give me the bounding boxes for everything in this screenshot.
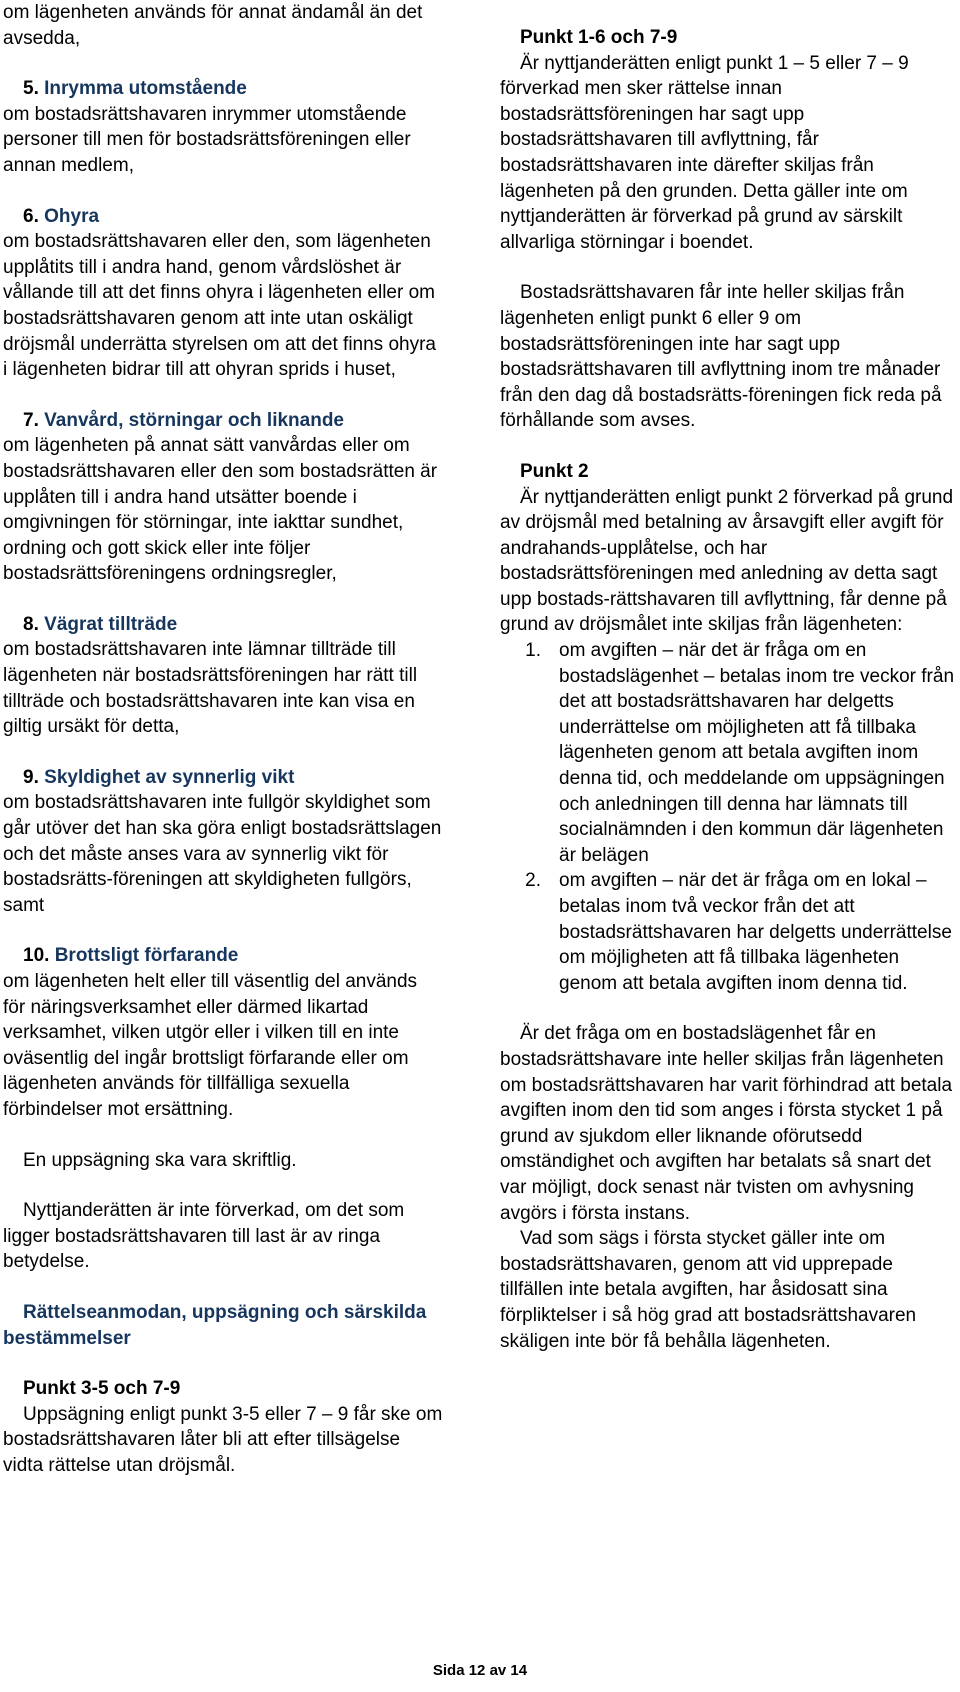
intro-text: om lägenheten används för annat ändamål än det avsedda, (3, 2, 423, 49)
section-10-number: 10. (23, 945, 50, 967)
section-10 (3, 943, 443, 1122)
punkt-3-5-body: Uppsägning enligt punkt 3-5 eller 7 – 9 får ske om bostadsrättshavaren låter bli att efter tillsägelse vidta rättelse utan dröjsmål. (3, 1403, 443, 1476)
section-6-number: 6. (23, 205, 39, 227)
section-9-body: om bostadsrättshavaren inte fullgör skyldighet som går utöver det han ska göra enligt bostadsrättslagen och det måste anses vara av synnerlig vikt för bostadsrätts-föreningen att skyldigheten fullgörs, samt (3, 792, 442, 916)
section-10-body: om lägenheten helt eller till väsentlig del används för näringsverksamhet eller därmed likartad verksamhet, vilken utgör eller i vilken till en inte oväsentlig del ingår brottsligt förfarande eller om lägenheten används för tillfälliga sexuella förbindelser mot ersättning. (3, 971, 418, 1120)
section-heading: Rättelseanmodan, uppsägning och särskilda bestämmelser (3, 1301, 427, 1349)
section-5-heading (3, 76, 443, 102)
section-9 (3, 765, 443, 919)
sickness-exception-text: Är det fråga om en bostadslägenhet får en bostadsrättshavare inte heller skiljas från lägenheten om bostadsrättshavaren har varit förhindrad att betala avgiften inom den tid som anges i första stycket 1 på grund av sjukdom eller liknande oförutsedd omständighet och avgiften har betalats så snart det var möjligt, dock senast när tvisten om avhysning avgörs i första instans. (500, 1023, 953, 1224)
section-9-heading (3, 765, 443, 791)
section-9-number: 9. (23, 766, 39, 788)
section-5 (3, 76, 443, 178)
list-item (500, 868, 960, 996)
section-7-title: Vanvård, störningar och liknande (44, 409, 344, 431)
list-item-text: om avgiften – när det är fråga om en lokal – betalas inom två veckor från det att bostadsrättshavaren har delgetts underrättelse om möjligheten att få tillbaka lägenheten genom att betala avgiften inom denna tid. (559, 870, 952, 994)
punkt-1-6-title: Punkt 1-6 och 7-9 (520, 27, 678, 48)
punkt-2-block (500, 459, 960, 996)
punkt-3-5-block (3, 1376, 443, 1478)
section-7-body: om lägenheten på annat sätt vanvårdas eller om bostadsrättshavaren eller den som bostadsrätten är upplåten till i andra hand utsätter boende i omgivningen för störningar, inte iakttar sundhet, ordning och gott skick eller inte följer bostadsrättsföreningens ordningsregler, (3, 435, 438, 585)
section-7 (3, 408, 443, 587)
right-column (500, 0, 960, 1354)
section-10-heading (3, 943, 443, 969)
section-8-heading (3, 612, 443, 638)
left-column (3, 0, 443, 1479)
punkt-1-6-body: Är nyttjanderätten enligt punkt 1 – 5 eller 7 – 9 förverkad men sker rättelse innan bostadsrättsföreningen har sagt upp bostadsrättshavaren till avflyttning, får bostadsrättshavaren inte därefter skiljas från lägenheten på den grunden. Detta gäller inte om nyttjanderätten är förverkad på grund av särskilt allvarliga störningar i boendet. (500, 52, 909, 253)
page-number: Sida 12 av 14 (432, 1662, 528, 1679)
section-6-heading (3, 204, 443, 230)
section-10-title: Brottsligt förfarande (54, 945, 239, 967)
list-item-text: om avgiften – när det är fråga om en bostadslägenhet – betalas inom tre veckor från det att bostadsrättshavaren har delgetts underrättelse om möjligheten att få tillbaka lägenheten genom att betala avgiften inom denna tid, och meddelande om uppsägningen och anledningen till denna har lämnats till socialnämnden i den kommun där lägenheten är belägen (559, 640, 955, 866)
section-6-body: om bostadsrättshavaren eller den, som lägenheten upplåtits till i andra hand, genom vårdslöshet är vållande till att det finns ohyra i lägenheten eller om bostadsrättshavaren genom att inte utan oskäligt dröjsmål underrätta styrelsen om att det finns ohyra i lägenheten bidrar till att ohyran sprids i huset, (3, 231, 436, 381)
section-9-title: Skyldighet av synnerlig vikt (44, 766, 295, 788)
punkt-3-5-title: Punkt 3-5 och 7-9 (23, 1378, 181, 1400)
section-5-number: 5. (23, 78, 39, 100)
section-8 (3, 612, 443, 740)
punkt-2-title: Punkt 2 (520, 460, 589, 482)
not-forfeited-text: Nyttjanderätten är inte förverkad, om det som ligger bostadsrättshavaren till last är av ringa betydelse. (3, 1200, 405, 1273)
section-6 (3, 204, 443, 383)
section-6-title: Ohyra (44, 205, 100, 227)
punkt-6-9-text: Bostadsrättshavaren får inte heller skiljas från lägenheten enligt punkt 6 eller 9 om bostadsrättsföreningen inte har sagt upp bostadsrättshavaren till avflyttning inom tre månader från den dag då bostadsrätts-föreningen fick reda på förhållande som avses. (500, 282, 942, 432)
punkt-2-body: Är nyttjanderätten enligt punkt 2 förverkad på grund av dröjsmål med betalning av årsavgift eller avgift för andrahands-upplåtelse, och har bostadsrättsföreningen med anledning av detta sagt upp bostads-rättshavaren till avflyttning, får denne på grund av dröjsmålet inte skiljas från lägenheten: (500, 486, 954, 636)
section-8-title: Vägrat tillträde (44, 613, 178, 635)
list-item-number: 2. (525, 870, 541, 892)
list-item-number: 1. (525, 640, 541, 662)
section-8-body: om bostadsrättshavaren inte lämnar tillträde till lägenheten när bostadsrättsföreningen har rätt till tillträde och bostadsrättshavaren inte kan visa en giltig ursäkt för detta, (3, 639, 418, 738)
list-item (500, 638, 960, 868)
section-5-title: Inrymma utomstående (44, 78, 247, 100)
punkt-1-6-block (500, 25, 960, 255)
section-8-number: 8. (23, 613, 39, 635)
section-5-body: om bostadsrättshavaren inrymmer utomstående personer till men för bostadsrättsföreningen eller annan medlem, (3, 103, 411, 176)
punkt-2-list (500, 638, 960, 996)
section-7-heading (3, 408, 443, 434)
repeated-default-text: Vad som sägs i första stycket gäller inte om bostadsrättshavaren, genom att vid upprepade tillfällen inte betala avgiften, har åsidosatt sina förpliktelser i så hög grad att bostadsrättshavaren skäligen inte bör få behålla lägenheten. (500, 1228, 917, 1352)
section-7-number: 7. (23, 409, 39, 431)
written-notice-text: En uppsägning ska vara skriftlig. (23, 1149, 297, 1171)
